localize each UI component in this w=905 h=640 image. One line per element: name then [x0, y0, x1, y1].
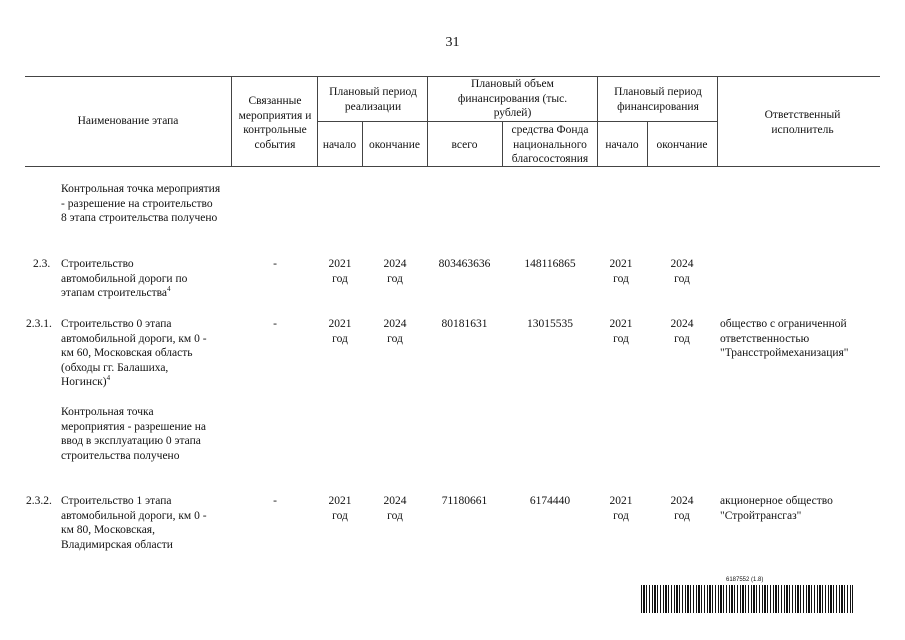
start-year: 2021 год [328, 495, 352, 522]
subheader-start-2: начало [605, 139, 639, 151]
col-divider-6 [597, 76, 598, 166]
stage-name-text: Контрольная точка мероприятия - разрешение на строительство 8 этапа строительства получено [61, 183, 221, 224]
stage-name-text: Строительство 1 этапа автомобильной дороги, км 0 - км 80, Московская, Владимирская области [61, 495, 207, 551]
col-divider-8 [717, 76, 718, 166]
row-number: 2.3. [33, 258, 51, 270]
fund-value: 13015535 [527, 318, 573, 330]
fin-start-year: 2021 год [609, 495, 633, 522]
col-divider-4 [427, 76, 428, 166]
subheader-total: всего [451, 139, 478, 151]
col-divider-2 [317, 76, 318, 166]
related-value: - [273, 318, 277, 330]
start-year: 2021 год [328, 258, 352, 285]
header-period-fin: Плановый период финансирования [614, 86, 702, 113]
header-related: Связанные мероприятия и контрольные события [238, 95, 312, 151]
responsible-executor: общество с ограниченной ответственностью "Трансстроймеханизация" [720, 318, 849, 359]
total-value: 80181631 [441, 318, 488, 330]
fin-start-year: 2021 год [609, 318, 633, 345]
subheader-border-fin [597, 121, 717, 122]
subheader-fund: средства Фонда национального благосостояния [511, 124, 589, 165]
stage-name-text: Строительство автомобильной дороги по этапам строительства [61, 258, 188, 299]
total-value: 71180661 [441, 495, 488, 507]
responsible-executor: акционерное общество "Стройтрансгаз" [720, 495, 833, 522]
stage-name [61, 317, 211, 390]
related-value: - [273, 495, 277, 507]
subheader-border-volume [427, 121, 597, 122]
stage-name [61, 257, 211, 301]
fin-end-year: 2024 год [670, 318, 694, 345]
related-value: - [273, 258, 277, 270]
stage-name [61, 405, 211, 463]
stage-name-text: Контрольная точка мероприятия - разрешение на ввод в эксплуатацию 0 этапа строительства получено [61, 406, 207, 462]
row-number: 2.3.2. [26, 495, 52, 507]
col-divider-1 [231, 76, 232, 166]
header-responsible: Ответственный исполнитель [764, 109, 841, 136]
fin-start-year: 2021 год [609, 258, 633, 285]
subheader-end-2: окончание [656, 139, 708, 151]
footnote-marker: 4 [106, 374, 111, 383]
end-year: 2024 год [383, 495, 407, 522]
header-volume: Плановый объем финансирования (тыс. рублей) [457, 78, 568, 119]
subheader-border-period [317, 121, 427, 122]
barcode-icon [641, 585, 853, 613]
end-year: 2024 год [383, 318, 407, 345]
header-period-impl: Плановый период реализации [329, 86, 417, 113]
fund-value: 148116865 [524, 258, 576, 270]
total-value: 803463636 [438, 258, 491, 270]
barcode-number: 6187552 (1.8) [726, 577, 764, 583]
header-stage: Наименование этапа [77, 115, 179, 127]
stage-name-text: Строительство 0 этапа автомобильной дороги, км 0 - км 60, Московская область (обходы гг. Балашиха, Ногинск) [61, 318, 207, 388]
start-year: 2021 год [328, 318, 352, 345]
subheader-end: окончание [369, 139, 420, 151]
fin-end-year: 2024 год [670, 258, 694, 285]
subheader-start: начало [322, 139, 357, 151]
stage-name [61, 494, 211, 552]
fin-end-year: 2024 год [670, 495, 694, 522]
footnote-marker: 4 [167, 285, 171, 294]
end-year: 2024 год [383, 258, 407, 285]
stage-name [61, 182, 221, 226]
header-bottom-border [25, 166, 880, 167]
row-number: 2.3.1. [26, 318, 52, 330]
fund-value: 6174440 [529, 495, 571, 507]
page-number: 31 [445, 35, 460, 50]
